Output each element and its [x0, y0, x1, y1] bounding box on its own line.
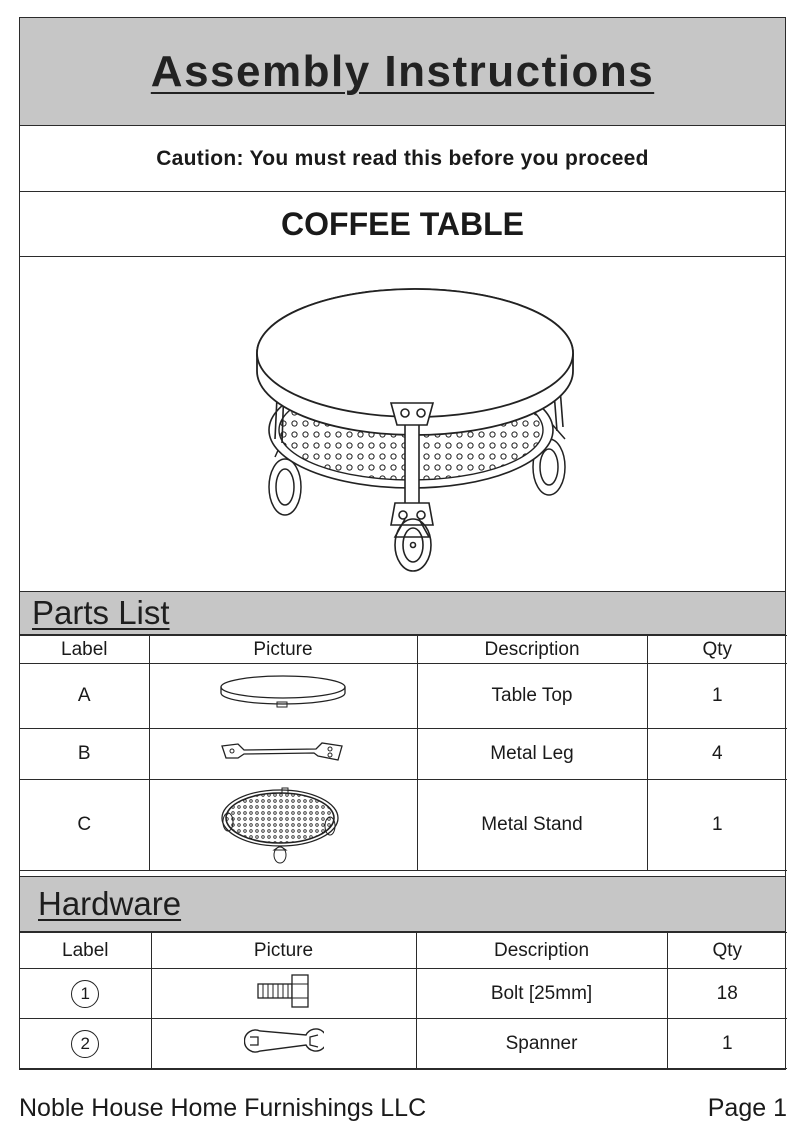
product-illustration [20, 257, 785, 592]
part-label: C [20, 780, 149, 871]
hardware-description: Spanner [416, 1019, 667, 1069]
col-qty: Qty [647, 636, 787, 664]
parts-header-row [20, 636, 787, 664]
title-band [20, 18, 785, 126]
hardware-qty: 18 [667, 969, 787, 1019]
col-qty: Qty [667, 933, 787, 969]
caution-text: Caution: You must read this before you proceed [20, 126, 785, 192]
hardware-heading: Hardware [20, 876, 785, 932]
hardware-table [20, 932, 787, 1069]
instruction-sheet [19, 17, 786, 1070]
page-title: Assembly Instructions [150, 46, 655, 96]
parts-table [20, 635, 787, 871]
hardware-label [20, 1019, 151, 1069]
part-label: B [20, 729, 149, 780]
col-description: Description [416, 933, 667, 969]
col-picture: Picture [149, 636, 417, 664]
product-name: COFFEE TABLE [20, 192, 785, 257]
part-picture [149, 729, 417, 780]
col-label: Label [20, 933, 151, 969]
hardware-description: Bolt [25mm] [416, 969, 667, 1019]
part-qty: 1 [647, 780, 787, 871]
part-description: Metal Leg [417, 729, 647, 780]
parts-list-heading: Parts List [20, 592, 785, 635]
table-row [20, 969, 787, 1019]
metal-leg-icon [218, 738, 348, 764]
part-qty: 4 [647, 729, 787, 780]
hardware-picture [151, 969, 416, 1019]
col-description: Description [417, 636, 647, 664]
table-row [20, 780, 787, 871]
spanner-icon [244, 1025, 324, 1057]
label-circle: 2 [71, 1030, 99, 1058]
metal-stand-icon [218, 780, 348, 864]
part-description: Metal Stand [417, 780, 647, 871]
table-row [20, 1019, 787, 1069]
bolt-icon [254, 972, 314, 1010]
label-circle: 1 [71, 980, 99, 1008]
hardware-qty: 1 [667, 1019, 787, 1069]
part-picture [149, 780, 417, 871]
hardware-picture [151, 1019, 416, 1069]
part-description: Table Top [417, 664, 647, 729]
part-qty: 1 [647, 664, 787, 729]
col-label: Label [20, 636, 149, 664]
col-picture: Picture [151, 933, 416, 969]
part-label: A [20, 664, 149, 729]
hardware-header-row [20, 933, 787, 969]
table-row [20, 664, 787, 729]
coffee-table-drawing [245, 275, 585, 573]
company-name: Noble House Home Furnishings LLC [19, 1094, 427, 1122]
table-top-icon [213, 673, 353, 713]
hardware-label [20, 969, 151, 1019]
part-picture [149, 664, 417, 729]
page-number: Page 1 [707, 1094, 787, 1122]
table-row [20, 729, 787, 780]
